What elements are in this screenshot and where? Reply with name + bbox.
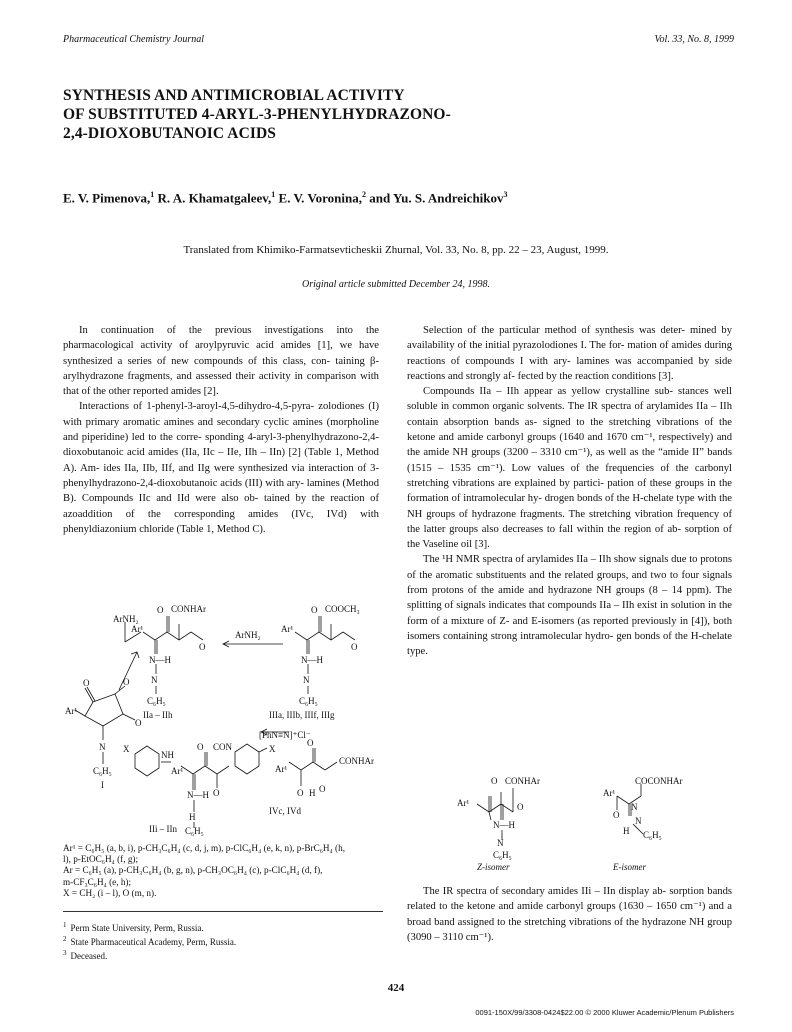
- scheme-label: O: [123, 677, 130, 687]
- left-column: [63, 323, 379, 537]
- legend-line: X = CH₂ (i – l), O (m, n).: [63, 887, 157, 898]
- scheme-label: O: [351, 642, 358, 652]
- article-title: [63, 86, 663, 143]
- author-affiliation-mark: 1: [150, 190, 155, 199]
- scheme-label: IIa – IIh: [143, 710, 173, 720]
- paragraph: Interactions of 1-phenyl-3-aroyl-4,5-dihydro-4,5-pyra- zolodiones (I) with primary aromatic amines and secondary cyclic amines (morpholine and piperidine) led to the corre- sponding 4-aryl-3-phenylhydrazono-2,4-dioxobutanoic acid amides (IIa, IIc – IIe, IIh – IIn) [2] (Table 1, Method A). Am- ides IIa, IIb, IIf, and IIg were synthesized via interaction of 3-phenylhydrazono-2,4-dioxobutanoic acids (III) with ary- lamines (Method B). Compounds IIc and IId were also ob- tained by the reaction of azoaddition of the corresponding amides (IVc, IVd) with phenyldiazonium chloride (Table 1, Method C).: [63, 401, 379, 535]
- author-affiliation-mark: 2: [362, 190, 366, 199]
- isomer-label: COCONHAr: [635, 776, 683, 786]
- isomer-label: N: [631, 802, 638, 812]
- scheme-label: IVc, IVd: [269, 806, 301, 816]
- author-name: and Yu. S. Andreichikov: [366, 190, 504, 206]
- scheme-label: O: [307, 738, 314, 748]
- scheme-label: C₆H₅: [147, 696, 166, 706]
- translation-note: Translated from Khimiko-Farmatsevticheskii Zhurnal, Vol. 33, No. 8, pp. 22 – 23, August, 1999.: [183, 244, 609, 256]
- footnote: $^2$ State Pharmaceutical Academy, Perm, Russia.: [63, 935, 237, 947]
- scheme-label: IIi – IIn: [149, 824, 177, 834]
- scheme-label: O: [83, 678, 90, 688]
- author-name: E. V. Voronina,: [275, 190, 362, 206]
- scheme-label: CON: [213, 742, 233, 752]
- paragraph: In continuation of the previous investigations into the pharmacological activity of aroylpyruvic acid amides [1], we have synthesized a series of new compounds of this class, con- taining β-arylhydrazone fragments, and assessed their activity in comparison with that of the other reported amides [2].: [63, 325, 380, 398]
- scheme-label: I: [101, 780, 104, 790]
- journal-volume: Vol. 33, No. 8, 1999: [654, 34, 734, 45]
- author-list: [63, 190, 508, 206]
- scheme-label: CONHAr: [339, 756, 374, 766]
- scheme-label: C₆H₅: [185, 826, 204, 836]
- scheme-label: Ar¹: [171, 766, 184, 776]
- scheme-label: Ar¹: [65, 706, 78, 716]
- scheme-label: O: [213, 788, 220, 798]
- isomer-label: N: [497, 838, 504, 848]
- isomer-label: Ar¹: [457, 798, 470, 808]
- isomer-label: O: [517, 802, 524, 812]
- author-affiliation-mark: 3: [503, 190, 508, 199]
- isomer-label: O: [613, 810, 620, 820]
- scheme-label: ArNH₂: [235, 630, 261, 640]
- isomer-label: O: [491, 776, 498, 786]
- scheme-label: O: [135, 718, 142, 728]
- footnote: $^1$ Perm State University, Perm, Russia.: [63, 921, 204, 933]
- isomer-label: Z-isomer: [477, 862, 510, 872]
- scheme-label: C₆H₅: [93, 766, 112, 776]
- scheme-label: [PhN≡N]⁺Cl⁻: [259, 730, 311, 740]
- legend-line: Ar¹ = C₆H₅ (a, b, i), p-CH₃C₆H₄ (c, d, j, m), p-ClC₆H₄ (e, k, n), p-BrC₆H₄ (h,: [63, 843, 345, 853]
- scheme-legend: [63, 843, 383, 899]
- scheme-label: H: [189, 812, 196, 822]
- copyright-line: 0091-150X/99/3308-0424$22.00 © 2000 Kluwer Academic/Plenum Publishers: [475, 1008, 734, 1017]
- scheme-label: Ar¹: [131, 624, 144, 634]
- scheme-label: H: [309, 788, 316, 798]
- scheme-label: X: [269, 744, 276, 754]
- scheme-label: N—H: [149, 655, 171, 665]
- scheme-label: O: [297, 788, 304, 798]
- isomer-label: H: [623, 826, 630, 836]
- scheme-label: Ar¹: [275, 764, 288, 774]
- title-line: OF SUBSTITUTED 4-ARYL-3-PHENYLHYDRAZONO-: [63, 106, 451, 123]
- scheme-label: X: [123, 744, 130, 754]
- legend-line: Ar = C₆H₅ (a), p-CH₃C₆H₄ (b, g, n), p-CH₃OC₆H₄ (c), p-ClC₆H₄ (d, f),: [63, 865, 323, 876]
- isomer-label: N—H: [493, 820, 515, 830]
- title-line: SYNTHESIS AND ANTIMICROBIAL ACTIVITY: [63, 87, 405, 104]
- reaction-scheme: [63, 602, 379, 838]
- footnotes: [63, 920, 236, 962]
- scheme-label: COOCH₃: [325, 604, 360, 614]
- right-column-continued: [407, 884, 732, 945]
- legend-line: m-CF₃C₆H₄ (e, h);: [63, 876, 132, 887]
- scheme-label: C₆H₅: [299, 696, 318, 706]
- author-name: R. A. Khamatgaleev,: [154, 190, 272, 206]
- scheme-label: O: [199, 642, 206, 652]
- scheme-label: N: [303, 675, 310, 685]
- footnote: $^3$ Deceased.: [63, 949, 108, 961]
- scheme-label: CONHAr: [171, 604, 206, 614]
- footnote-divider: [63, 911, 383, 912]
- isomer-label: E-isomer: [613, 862, 646, 872]
- title-line: 2,4-DIOXOBUTANOIC ACIDS: [63, 125, 277, 142]
- scheme-label: NH: [161, 750, 174, 760]
- scheme-label: O: [311, 605, 318, 615]
- scheme-label: N: [99, 742, 106, 752]
- author-affiliation-mark: 1: [271, 190, 276, 199]
- paragraph: The ¹H NMR spectra of arylamides IIa – IIh show signals due to protons of the aromatic substituents and the related groups, and two to four signals from protons of the amide and hydrazone NH groups (8 – 14 ppm). The splitting of signals indicates that compounds IIa – IIh exist in solution in the form of a mixture of Z- and E-isomers (as reported previously in [4]), both isomers containing strong intramolecular hydro- gen bonds of the H-chelate type.: [407, 554, 733, 658]
- isomer-label: C₆H₅: [493, 850, 512, 860]
- isomer-label: N: [635, 816, 642, 826]
- scheme-label: IIIa, IIIb, IIIf, IIIg: [269, 710, 335, 720]
- scheme-label: O: [197, 742, 204, 752]
- scheme-label: Ar¹: [281, 624, 294, 634]
- right-column: [407, 323, 732, 660]
- isomer-scheme: [407, 774, 732, 872]
- scheme-label: O: [319, 784, 326, 794]
- scheme-label: N: [151, 675, 158, 685]
- author-name: E. V. Pimenova,: [63, 190, 151, 206]
- scheme-label: N—H: [301, 655, 323, 665]
- paragraph: The IR spectra of secondary amides IIi – IIn display ab- sorption bands related to the ketone and amide carbonyl groups (1630 – 1650 cm⁻¹) and a broad band assigned to the stretching vibrations of the hydrazone NH group (3090 – 3110 cm⁻¹).: [407, 886, 732, 943]
- legend-line: l), p-EtOC₆H₄ (f, g);: [63, 854, 139, 865]
- paragraph: Selection of the particular method of synthesis was deter- mined by availability of the initial pyrazolodiones I. The for- mation of amides during reactions of compounds I with ary- lamines was accompanied by side reactions and strongly af- fected by the reaction conditions [3].: [407, 325, 732, 382]
- journal-name: Pharmaceutical Chemistry Journal: [63, 34, 205, 45]
- isomer-label: C₆H₅: [643, 830, 662, 840]
- scheme-label: N—H: [187, 790, 209, 800]
- isomer-label: Ar¹: [603, 788, 616, 798]
- scheme-label: ArNH₂: [113, 614, 139, 624]
- page-number: 424: [387, 982, 405, 994]
- paragraph: Compounds IIa – IIh appear as yellow crystalline sub- stances well soluble in common organic solvents. The IR spectra of arylamides IIa – IIh contain absorption bands as- signed to the stretching vibrations of the ketone and amide carbonyl groups (1640 and 1670 cm⁻¹, respectively) and the amide NH groups (3200 – 3310 cm⁻¹), as well as the “amide II” bands (1515 – 1535 cm⁻¹). Low values of the frequencies of the carbonyl stretching vibrations are explained by partici- pation of these groups in the formation of intramolecular hy- drogen bonds of the H-chelate type with the NH groups of hydrazone fragments. The stretching vibration frequency of the latter groups also decreases to fall within the region of ab- sorption of the Vaseline oil [3].: [407, 386, 733, 551]
- submission-date: Original article submitted December 24, 1998.: [301, 279, 491, 290]
- scheme-label: O: [157, 605, 164, 615]
- isomer-label: CONHAr: [505, 776, 540, 786]
